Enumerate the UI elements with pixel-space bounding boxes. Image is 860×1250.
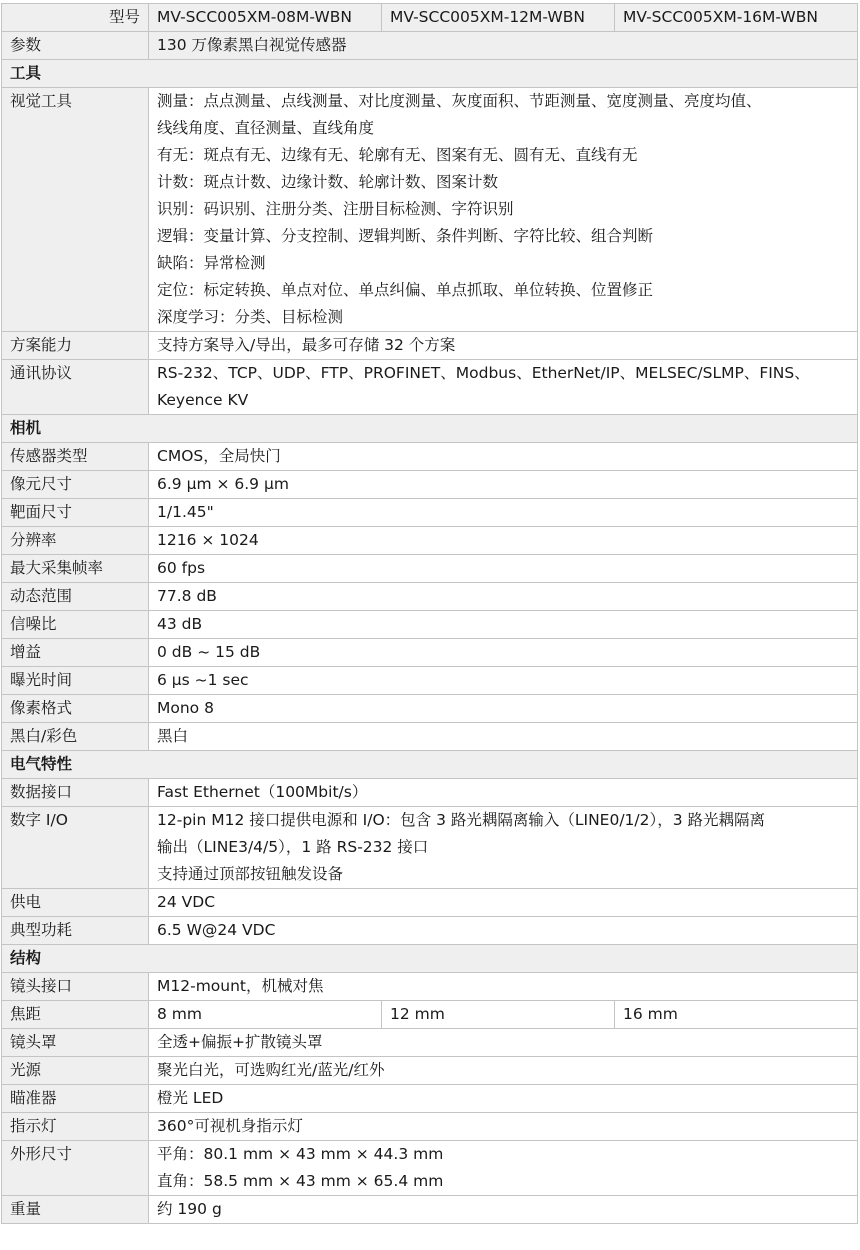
row-snr	[2, 611, 858, 639]
text-line: 支持通过顶部按钮触发设备	[157, 865, 344, 883]
row-value: 77.8 dB	[149, 583, 858, 611]
row-light-source	[2, 1057, 858, 1085]
row-label: 方案能力	[2, 332, 149, 360]
row-label: 指示灯	[2, 1113, 149, 1141]
row-label: 增益	[2, 639, 149, 667]
row-value: 360°可视机身指示灯	[149, 1113, 858, 1141]
text-line: 直角：58.5 mm × 43 mm × 65.4 mm	[157, 1172, 444, 1190]
param-label: 参数	[2, 32, 149, 60]
row-scheme	[2, 332, 858, 360]
row-value: Mono 8	[149, 695, 858, 723]
text-line: 线线角度、直径测量、直线角度	[157, 119, 375, 137]
row-value: 0 dB ~ 15 dB	[149, 639, 858, 667]
focal-16m: 16 mm	[615, 1001, 858, 1029]
text-line: RS-232、TCP、UDP、FTP、PROFINET、Modbus、EtherNet/IP、MELSEC/SLMP、FINS、	[157, 364, 810, 382]
text-line: 输出（LINE3/4/5），1 路 RS-232 接口	[157, 838, 429, 856]
product-description: 130 万像素黑白视觉传感器	[149, 32, 858, 60]
row-label: 重量	[2, 1196, 149, 1224]
row-consumption	[2, 917, 858, 945]
section-title: 结构	[2, 945, 858, 973]
row-label: 瞄准器	[2, 1085, 149, 1113]
text-line: 逻辑：变量计算、分支控制、逻辑判断、条件判断、字符比较、组合判断	[157, 227, 654, 245]
text-line: 有无：斑点有无、边缘有无、轮廓有无、图案有无、圆有无、直线有无	[157, 146, 638, 164]
row-label: 传感器类型	[2, 443, 149, 471]
model-12m: MV-SCC005XM-12M-WBN	[382, 4, 615, 32]
text-line: 计数：斑点计数、边缘计数、轮廓计数、图案计数	[157, 173, 499, 191]
row-value: 全透+偏振+扩散镜头罩	[149, 1029, 858, 1057]
row-label: 镜头罩	[2, 1029, 149, 1057]
row-value: 24 VDC	[149, 889, 858, 917]
row-value: 43 dB	[149, 611, 858, 639]
row-sensor-type	[2, 443, 858, 471]
row-value: 聚光白光，可选购红光/蓝光/红外	[149, 1057, 858, 1085]
row-label: 最大采集帧率	[2, 555, 149, 583]
row-value: 6 μs ~1 sec	[149, 667, 858, 695]
section-title: 相机	[2, 415, 858, 443]
text-line: 定位：标定转换、单点对位、单点纠偏、单点抓取、单位转换、位置修正	[157, 281, 654, 299]
section-structure	[2, 945, 858, 973]
row-lens-mount	[2, 973, 858, 1001]
param-header-row	[2, 32, 858, 60]
row-label: 光源	[2, 1057, 149, 1085]
row-value: 1/1.45"	[149, 499, 858, 527]
row-label: 曝光时间	[2, 667, 149, 695]
row-label: 黑白/彩色	[2, 723, 149, 751]
row-frame-rate	[2, 555, 858, 583]
dimensions-value	[149, 1141, 858, 1196]
row-label: 分辨率	[2, 527, 149, 555]
row-value: 6.5 W@24 VDC	[149, 917, 858, 945]
text-line: Keyence KV	[157, 391, 249, 409]
row-label: 像元尺寸	[2, 471, 149, 499]
row-value: 1216 × 1024	[149, 527, 858, 555]
row-label: 靶面尺寸	[2, 499, 149, 527]
focal-08m: 8 mm	[149, 1001, 382, 1029]
row-pixel-size	[2, 471, 858, 499]
text-line: 缺陷：异常检测	[157, 254, 266, 272]
digital-io-value	[149, 807, 858, 889]
row-value: 黑白	[149, 723, 858, 751]
row-value: CMOS，全局快门	[149, 443, 858, 471]
row-indicator	[2, 1113, 858, 1141]
row-label: 像素格式	[2, 695, 149, 723]
row-value: M12-mount，机械对焦	[149, 973, 858, 1001]
section-title: 工具	[2, 60, 858, 88]
text-line: 平角：80.1 mm × 43 mm × 44.3 mm	[157, 1145, 444, 1163]
row-label: 动态范围	[2, 583, 149, 611]
section-title: 电气特性	[2, 751, 858, 779]
row-dimensions	[2, 1141, 858, 1196]
row-dynamic-range	[2, 583, 858, 611]
model-16m: MV-SCC005XM-16M-WBN	[615, 4, 858, 32]
row-label: 通讯协议	[2, 360, 149, 415]
model-header-row	[2, 4, 858, 32]
section-electrical	[2, 751, 858, 779]
row-label: 数字 I/O	[2, 807, 149, 889]
vision-tools-value	[149, 88, 858, 332]
row-value: 橙光 LED	[149, 1085, 858, 1113]
section-tools	[2, 60, 858, 88]
row-label: 信噪比	[2, 611, 149, 639]
text-line: 识别：码识别、注册分类、注册目标检测、字符识别	[157, 200, 514, 218]
row-resolution	[2, 527, 858, 555]
row-aimer	[2, 1085, 858, 1113]
section-camera	[2, 415, 858, 443]
model-08m: MV-SCC005XM-08M-WBN	[149, 4, 382, 32]
row-sensor-size	[2, 499, 858, 527]
row-weight	[2, 1196, 858, 1224]
row-focal-length	[2, 1001, 858, 1029]
row-label: 镜头接口	[2, 973, 149, 1001]
row-digital-io	[2, 807, 858, 889]
model-label: 型号	[2, 4, 149, 32]
row-mono-color	[2, 723, 858, 751]
row-label: 焦距	[2, 1001, 149, 1029]
row-value: 6.9 μm × 6.9 μm	[149, 471, 858, 499]
row-label: 典型功耗	[2, 917, 149, 945]
row-gain	[2, 639, 858, 667]
text-line: 测量：点点测量、点线测量、对比度测量、灰度面积、节距测量、宽度测量、亮度均值、	[157, 92, 762, 110]
row-value: 支持方案导入/导出，最多可存储 32 个方案	[149, 332, 858, 360]
row-power	[2, 889, 858, 917]
row-value: 60 fps	[149, 555, 858, 583]
row-label: 视觉工具	[2, 88, 149, 332]
row-vision-tools	[2, 88, 858, 332]
row-value: 约 190 g	[149, 1196, 858, 1224]
spec-table	[1, 3, 858, 1224]
focal-12m: 12 mm	[382, 1001, 615, 1029]
row-label: 供电	[2, 889, 149, 917]
text-line: 深度学习：分类、目标检测	[157, 308, 344, 326]
row-protocols	[2, 360, 858, 415]
row-exposure	[2, 667, 858, 695]
row-label: 数据接口	[2, 779, 149, 807]
row-value: Fast Ethernet（100Mbit/s）	[149, 779, 858, 807]
row-lens-cover	[2, 1029, 858, 1057]
row-data-interface	[2, 779, 858, 807]
row-label: 外形尺寸	[2, 1141, 149, 1196]
protocols-value	[149, 360, 858, 415]
row-pixel-format	[2, 695, 858, 723]
text-line: 12-pin M12 接口提供电源和 I/O：包含 3 路光耦隔离输入（LINE0/1/2），3 路光耦隔离	[157, 811, 766, 829]
